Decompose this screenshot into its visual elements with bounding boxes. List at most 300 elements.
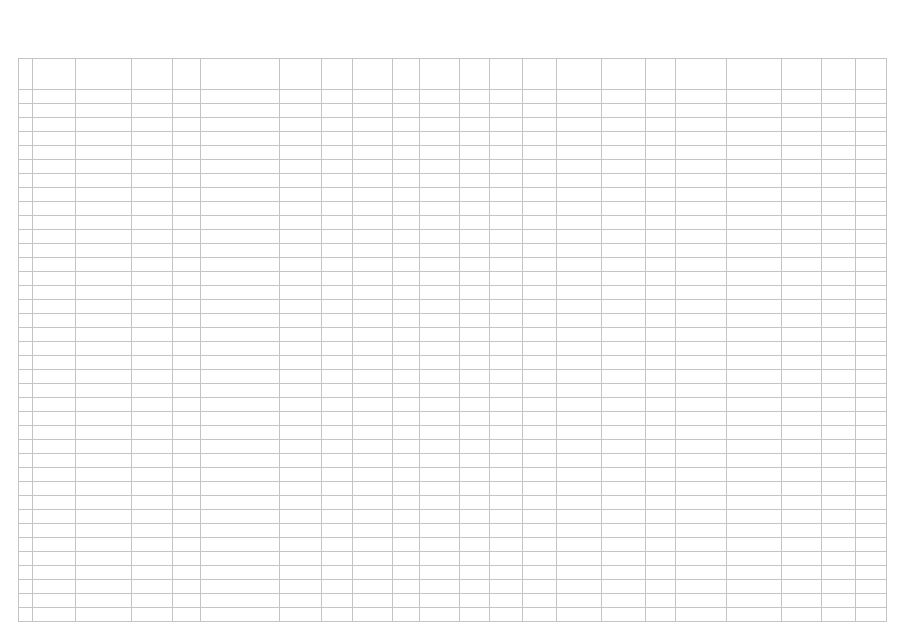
table-row (19, 230, 887, 244)
table-cell (322, 580, 352, 594)
table-cell (33, 300, 75, 314)
table-cell (201, 412, 280, 426)
table-cell (75, 384, 132, 398)
table-cell (822, 580, 856, 594)
table-cell (856, 230, 887, 244)
table-cell (490, 482, 522, 496)
table-cell (33, 286, 75, 300)
table-cell (393, 356, 419, 370)
table-cell (601, 608, 646, 622)
table-cell (33, 202, 75, 216)
table-cell (727, 384, 782, 398)
table-cell (557, 160, 602, 174)
table-cell (646, 496, 676, 510)
table-cell (132, 160, 172, 174)
table-cell (201, 286, 280, 300)
table-cell (459, 370, 489, 384)
table-cell (33, 118, 75, 132)
table-cell (781, 398, 821, 412)
table-cell (201, 342, 280, 356)
table-cell (75, 412, 132, 426)
table-cell (33, 538, 75, 552)
table-cell (557, 174, 602, 188)
table-cell (490, 272, 522, 286)
table-cell (459, 174, 489, 188)
table-cell (676, 440, 727, 454)
table-cell (781, 314, 821, 328)
table-cell (132, 272, 172, 286)
table-cell (856, 496, 887, 510)
table-cell (646, 216, 676, 230)
table-cell (132, 426, 172, 440)
table-cell (132, 566, 172, 580)
table-cell (75, 314, 132, 328)
table-cell (856, 398, 887, 412)
table-cell (352, 398, 392, 412)
table-cell (557, 608, 602, 622)
table-cell (601, 132, 646, 146)
table-cell (781, 552, 821, 566)
table-row (19, 118, 887, 132)
table-cell (201, 580, 280, 594)
table-cell (490, 216, 522, 230)
table-cell (856, 454, 887, 468)
table-cell (676, 580, 727, 594)
table-cell (601, 230, 646, 244)
table-cell (822, 202, 856, 216)
table-row (19, 258, 887, 272)
table-cell (33, 482, 75, 496)
table-cell (201, 384, 280, 398)
table-cell (557, 510, 602, 524)
table-cell (322, 356, 352, 370)
table-cell (490, 524, 522, 538)
table-cell (279, 384, 321, 398)
table-cell (322, 230, 352, 244)
table-cell (201, 216, 280, 230)
table-cell (75, 356, 132, 370)
table-cell (646, 412, 676, 426)
table-cell (459, 356, 489, 370)
table-cell (419, 510, 459, 524)
table-cell (727, 146, 782, 160)
table-cell (781, 454, 821, 468)
table-cell (172, 356, 200, 370)
table-cell (201, 146, 280, 160)
table-cell (279, 174, 321, 188)
table-cell (393, 216, 419, 230)
table-cell (322, 412, 352, 426)
table-cell (459, 580, 489, 594)
table-cell (490, 538, 522, 552)
table-cell (490, 118, 522, 132)
table-cell (856, 482, 887, 496)
table-cell (393, 370, 419, 384)
table-cell (172, 594, 200, 608)
table-cell (132, 300, 172, 314)
table-cell (279, 608, 321, 622)
table-cell (459, 566, 489, 580)
table-cell (201, 594, 280, 608)
table-cell (75, 580, 132, 594)
table-cell (352, 580, 392, 594)
table-cell (522, 104, 556, 118)
table-cell (172, 188, 200, 202)
table-cell (676, 496, 727, 510)
table-cell (781, 496, 821, 510)
table-cell (601, 454, 646, 468)
table-cell (601, 580, 646, 594)
table-cell (352, 496, 392, 510)
table-cell (856, 370, 887, 384)
table-cell (646, 118, 676, 132)
table-cell (172, 286, 200, 300)
table-cell (646, 356, 676, 370)
table-row (19, 440, 887, 454)
table-cell (201, 118, 280, 132)
table-cell (393, 104, 419, 118)
table-cell (279, 552, 321, 566)
table-cell (393, 384, 419, 398)
table-cell (522, 90, 556, 104)
table-cell (279, 202, 321, 216)
table-cell (393, 468, 419, 482)
table-cell (19, 412, 33, 426)
table-cell (33, 160, 75, 174)
table-cell (822, 370, 856, 384)
table-cell (172, 440, 200, 454)
table-cell (557, 426, 602, 440)
table-cell (172, 608, 200, 622)
table-row (19, 594, 887, 608)
table-cell (856, 272, 887, 286)
table-cell (172, 342, 200, 356)
column-header (557, 59, 602, 90)
table-cell (822, 482, 856, 496)
table-cell (279, 132, 321, 146)
table-cell (75, 328, 132, 342)
table-cell (601, 552, 646, 566)
table-cell (727, 524, 782, 538)
table-cell (75, 230, 132, 244)
table-cell (419, 146, 459, 160)
table-cell (646, 580, 676, 594)
table-cell (490, 426, 522, 440)
table-row (19, 538, 887, 552)
table-cell (727, 104, 782, 118)
table-cell (727, 216, 782, 230)
column-header (822, 59, 856, 90)
table-cell (781, 300, 821, 314)
table-cell (822, 608, 856, 622)
table-cell (352, 230, 392, 244)
table-cell (727, 118, 782, 132)
table-cell (419, 216, 459, 230)
table-cell (419, 244, 459, 258)
table-cell (19, 482, 33, 496)
table-cell (33, 314, 75, 328)
table-cell (322, 342, 352, 356)
table-cell (522, 202, 556, 216)
table-cell (201, 496, 280, 510)
table-cell (601, 160, 646, 174)
table-cell (322, 160, 352, 174)
table-cell (490, 412, 522, 426)
table-cell (557, 132, 602, 146)
table-cell (781, 384, 821, 398)
table-cell (676, 356, 727, 370)
table-cell (393, 496, 419, 510)
table-cell (201, 272, 280, 286)
table-cell (557, 104, 602, 118)
table-cell (19, 356, 33, 370)
table-cell (676, 132, 727, 146)
table-cell (132, 216, 172, 230)
table-cell (419, 468, 459, 482)
table-cell (676, 230, 727, 244)
table-cell (459, 132, 489, 146)
table-cell (33, 216, 75, 230)
table-cell (419, 482, 459, 496)
table-cell (727, 356, 782, 370)
table-cell (781, 510, 821, 524)
table-cell (75, 566, 132, 580)
table-cell (727, 202, 782, 216)
table-cell (856, 314, 887, 328)
table-cell (172, 118, 200, 132)
table-cell (601, 566, 646, 580)
table-cell (856, 608, 887, 622)
table-cell (172, 328, 200, 342)
table-cell (727, 300, 782, 314)
table-cell (172, 272, 200, 286)
table-cell (172, 426, 200, 440)
table-cell (781, 608, 821, 622)
table-cell (172, 258, 200, 272)
table-cell (822, 426, 856, 440)
table-row (19, 524, 887, 538)
table-cell (601, 496, 646, 510)
table-cell (419, 552, 459, 566)
column-header (676, 59, 727, 90)
table-cell (601, 104, 646, 118)
table-cell (781, 594, 821, 608)
table-cell (646, 104, 676, 118)
column-header (322, 59, 352, 90)
table-cell (19, 188, 33, 202)
table-cell (856, 538, 887, 552)
table-cell (19, 272, 33, 286)
table-cell (132, 258, 172, 272)
table-cell (419, 174, 459, 188)
table-cell (132, 230, 172, 244)
table-cell (33, 594, 75, 608)
table-cell (352, 538, 392, 552)
table-cell (822, 132, 856, 146)
table-cell (676, 314, 727, 328)
table-cell (601, 412, 646, 426)
table-cell (419, 370, 459, 384)
table-cell (646, 314, 676, 328)
table-cell (19, 286, 33, 300)
table-cell (822, 468, 856, 482)
table-cell (646, 426, 676, 440)
table-cell (172, 160, 200, 174)
table-cell (822, 118, 856, 132)
table-cell (646, 286, 676, 300)
table-cell (781, 566, 821, 580)
table-cell (557, 202, 602, 216)
table-cell (459, 524, 489, 538)
table-cell (522, 468, 556, 482)
table-cell (646, 132, 676, 146)
table-cell (33, 272, 75, 286)
table-cell (459, 342, 489, 356)
table-cell (279, 412, 321, 426)
table-cell (352, 132, 392, 146)
table-row (19, 468, 887, 482)
table-cell (459, 412, 489, 426)
table-cell (459, 426, 489, 440)
table-cell (822, 104, 856, 118)
table-cell (393, 230, 419, 244)
table-cell (522, 230, 556, 244)
table-cell (322, 272, 352, 286)
table-cell (279, 160, 321, 174)
table-cell (132, 146, 172, 160)
table-cell (781, 258, 821, 272)
table-cell (279, 258, 321, 272)
table-cell (393, 552, 419, 566)
table-cell (822, 328, 856, 342)
table-cell (201, 356, 280, 370)
table-cell (781, 370, 821, 384)
table-cell (557, 398, 602, 412)
table-cell (352, 258, 392, 272)
table-cell (490, 440, 522, 454)
table-cell (75, 342, 132, 356)
table-row (19, 188, 887, 202)
table-cell (33, 356, 75, 370)
table-cell (490, 188, 522, 202)
table-cell (201, 300, 280, 314)
table-cell (33, 468, 75, 482)
table-cell (201, 510, 280, 524)
table-cell (19, 216, 33, 230)
table-cell (132, 356, 172, 370)
table-cell (856, 342, 887, 356)
table-cell (33, 552, 75, 566)
table-cell (856, 244, 887, 258)
table-cell (19, 202, 33, 216)
table-cell (322, 146, 352, 160)
table-cell (75, 468, 132, 482)
table-cell (132, 454, 172, 468)
table-cell (676, 524, 727, 538)
table-cell (75, 510, 132, 524)
table-cell (352, 300, 392, 314)
table-cell (201, 552, 280, 566)
table-cell (676, 146, 727, 160)
table-cell (322, 286, 352, 300)
table-cell (727, 174, 782, 188)
table-cell (822, 160, 856, 174)
table-cell (601, 426, 646, 440)
table-cell (490, 384, 522, 398)
table-row (19, 552, 887, 566)
table-cell (419, 132, 459, 146)
table-cell (727, 244, 782, 258)
table-cell (856, 510, 887, 524)
table-cell (727, 468, 782, 482)
table-cell (676, 244, 727, 258)
table-cell (19, 496, 33, 510)
table-cell (352, 510, 392, 524)
table-cell (75, 160, 132, 174)
table-cell (459, 230, 489, 244)
table-cell (459, 90, 489, 104)
table-cell (352, 90, 392, 104)
table-cell (393, 454, 419, 468)
table-cell (856, 468, 887, 482)
table-cell (522, 580, 556, 594)
table-cell (33, 230, 75, 244)
table-cell (822, 258, 856, 272)
table-cell (132, 118, 172, 132)
table-cell (676, 608, 727, 622)
table-cell (646, 258, 676, 272)
table-cell (352, 552, 392, 566)
table-cell (393, 174, 419, 188)
table-cell (393, 594, 419, 608)
table-cell (279, 300, 321, 314)
table-row (19, 146, 887, 160)
table-cell (172, 244, 200, 258)
table-cell (322, 328, 352, 342)
table-cell (352, 146, 392, 160)
table-cell (822, 510, 856, 524)
table-cell (781, 244, 821, 258)
column-header (419, 59, 459, 90)
table-cell (781, 426, 821, 440)
table-cell (522, 314, 556, 328)
table-cell (490, 230, 522, 244)
table-cell (75, 300, 132, 314)
table-cell (279, 216, 321, 230)
table-cell (279, 356, 321, 370)
table-cell (557, 384, 602, 398)
table-cell (322, 174, 352, 188)
table-cell (856, 174, 887, 188)
table-cell (557, 482, 602, 496)
table-cell (646, 300, 676, 314)
table-cell (727, 314, 782, 328)
table-cell (322, 454, 352, 468)
table-cell (201, 482, 280, 496)
table-cell (646, 188, 676, 202)
table-cell (601, 314, 646, 328)
table-cell (856, 580, 887, 594)
table-body (19, 90, 887, 622)
table-cell (19, 174, 33, 188)
table-cell (856, 258, 887, 272)
table-cell (132, 412, 172, 426)
table-cell (822, 356, 856, 370)
table-cell (201, 454, 280, 468)
table-cell (557, 188, 602, 202)
table-cell (19, 580, 33, 594)
table-cell (781, 160, 821, 174)
